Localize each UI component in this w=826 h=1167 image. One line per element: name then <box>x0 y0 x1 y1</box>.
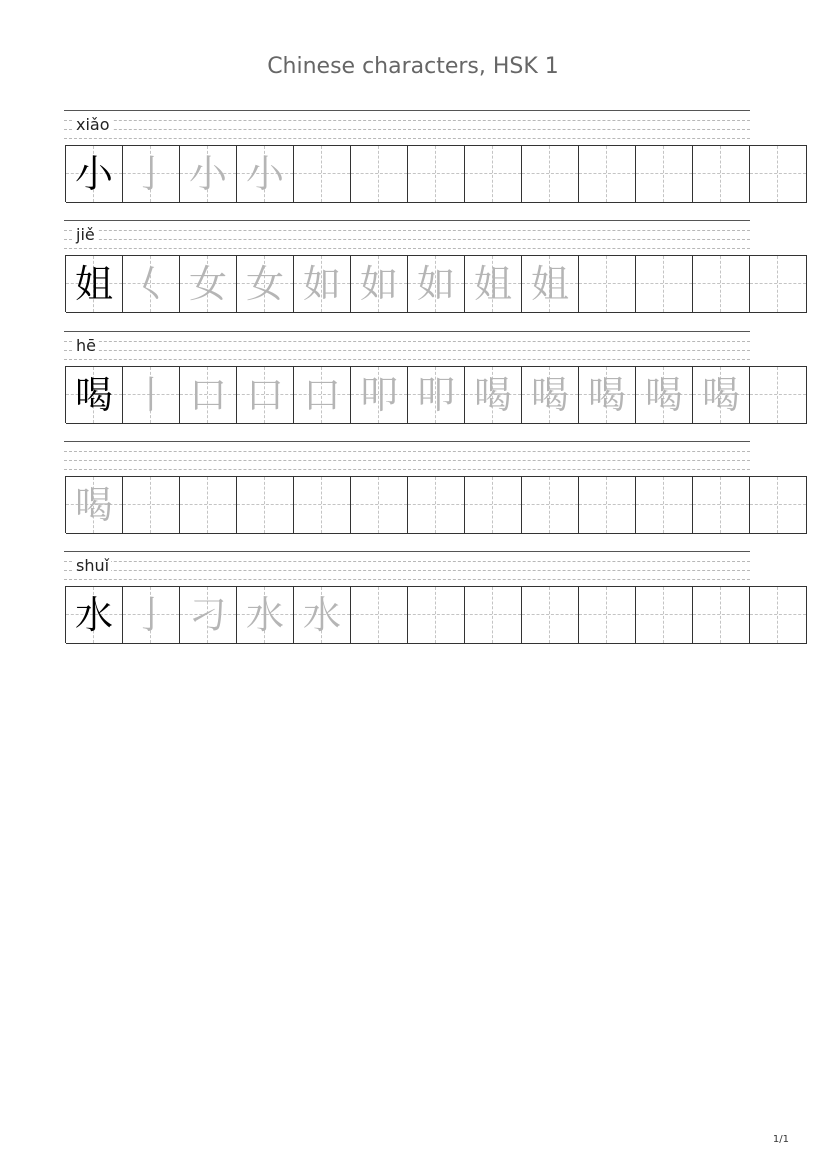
stroke-order-glyph: 亅 <box>131 152 170 196</box>
practice-cell <box>351 255 408 313</box>
character-grid <box>65 586 807 643</box>
practice-cell <box>693 145 750 203</box>
pinyin-guide-line <box>64 561 750 562</box>
practice-cell <box>294 586 351 644</box>
stroke-order-glyph <box>294 477 350 533</box>
stroke-order-glyph <box>636 587 692 643</box>
character-grid <box>65 255 807 312</box>
stroke-order-glyph <box>636 477 692 533</box>
page-number: 1/1 <box>772 1134 789 1145</box>
stroke-order-glyph <box>408 146 464 202</box>
practice-cell <box>636 255 693 313</box>
practice-cell <box>579 255 636 313</box>
stroke-order-glyph: 喝 <box>587 373 626 417</box>
stroke-order-glyph <box>579 256 635 312</box>
practice-cell <box>750 476 807 534</box>
practice-cell <box>522 366 579 424</box>
practice-cell <box>408 476 465 534</box>
model-character: 姐 <box>74 262 113 306</box>
stroke-order-glyph: 喝 <box>530 373 569 417</box>
stroke-order-glyph <box>636 146 692 202</box>
practice-cell <box>294 255 351 313</box>
page-title: Chinese characters, HSK 1 <box>267 54 559 79</box>
stroke-order-glyph: 如 <box>302 262 341 306</box>
practice-cell <box>693 586 750 644</box>
stroke-order-glyph: 𡿨 <box>131 262 170 306</box>
practice-cell <box>294 145 351 203</box>
practice-row <box>64 331 750 456</box>
pinyin-guide-line <box>64 451 750 452</box>
pinyin-guide-line <box>64 350 750 351</box>
stroke-order-glyph <box>465 146 521 202</box>
stroke-order-glyph <box>123 477 179 533</box>
model-character-cell <box>66 255 123 313</box>
stroke-order-glyph <box>351 587 407 643</box>
stroke-order-glyph <box>693 587 749 643</box>
stroke-order-glyph <box>579 477 635 533</box>
stroke-order-glyph: 喝 <box>644 373 683 417</box>
row-divider <box>64 331 750 332</box>
stroke-order-glyph <box>522 146 578 202</box>
stroke-order-glyph <box>351 146 407 202</box>
practice-cell <box>579 145 636 203</box>
stroke-order-glyph: 丨 <box>131 373 170 417</box>
practice-cell <box>180 145 237 203</box>
stroke-order-glyph: 女 <box>245 262 284 306</box>
practice-cell <box>408 145 465 203</box>
stroke-order-glyph <box>294 146 350 202</box>
practice-cell <box>237 586 294 644</box>
pinyin-label: xiǎo <box>76 115 110 134</box>
pinyin-label: hē <box>76 336 96 355</box>
practice-cell <box>636 476 693 534</box>
model-character-cell <box>66 476 123 534</box>
stroke-order-glyph: 亅 <box>131 593 170 637</box>
stroke-order-glyph <box>750 146 806 202</box>
stroke-order-glyph: 小 <box>188 152 227 196</box>
practice-cell <box>237 366 294 424</box>
stroke-order-glyph: 口 <box>188 373 227 417</box>
row-divider <box>64 551 750 552</box>
stroke-order-glyph <box>750 477 806 533</box>
pinyin-label: shuǐ <box>76 556 110 575</box>
practice-cell <box>351 366 408 424</box>
practice-cell <box>408 586 465 644</box>
pinyin-guide-line <box>64 230 750 231</box>
practice-cell <box>579 586 636 644</box>
model-character: 小 <box>74 152 113 196</box>
stroke-order-glyph: 姐 <box>473 262 512 306</box>
pinyin-guide-line <box>64 341 750 342</box>
pinyin-guide-line <box>64 579 750 580</box>
stroke-order-glyph <box>237 477 293 533</box>
character-grid <box>65 476 807 533</box>
pinyin-label: jiě <box>76 225 95 244</box>
stroke-order-glyph <box>351 477 407 533</box>
practice-cell <box>123 145 180 203</box>
practice-cell <box>693 366 750 424</box>
row-divider <box>64 110 750 111</box>
model-character-cell <box>66 366 123 424</box>
character-grid <box>65 366 807 423</box>
pinyin-guide-line <box>64 359 750 360</box>
stroke-order-glyph <box>465 477 521 533</box>
row-divider <box>64 441 750 442</box>
practice-cell <box>522 586 579 644</box>
stroke-order-glyph: 喝 <box>473 373 512 417</box>
model-character-cell <box>66 586 123 644</box>
practice-cell <box>750 586 807 644</box>
pinyin-guide-line <box>64 138 750 139</box>
practice-cell <box>465 586 522 644</box>
pinyin-guide-line <box>64 239 750 240</box>
practice-cell <box>408 255 465 313</box>
stroke-order-glyph <box>693 146 749 202</box>
stroke-order-glyph <box>693 477 749 533</box>
practice-row <box>64 110 750 235</box>
practice-cell <box>750 255 807 313</box>
model-character: 水 <box>74 593 113 637</box>
stroke-order-glyph: 女 <box>188 262 227 306</box>
practice-cell <box>522 145 579 203</box>
practice-cell <box>408 366 465 424</box>
practice-row <box>64 551 750 676</box>
practice-row <box>64 220 750 345</box>
practice-cell <box>237 255 294 313</box>
stroke-order-glyph: 口 <box>245 373 284 417</box>
stroke-order-glyph <box>579 146 635 202</box>
pinyin-guide-line <box>64 129 750 130</box>
stroke-order-glyph: 喝 <box>701 373 740 417</box>
stroke-order-glyph: 刁 <box>188 593 227 637</box>
practice-cell <box>636 586 693 644</box>
pinyin-guide-line <box>64 460 750 461</box>
practice-cell <box>180 255 237 313</box>
model-character: 喝 <box>74 483 113 527</box>
practice-cell <box>351 586 408 644</box>
practice-cell <box>123 255 180 313</box>
pinyin-guide-line <box>64 120 750 121</box>
practice-cell <box>237 476 294 534</box>
practice-cell <box>693 476 750 534</box>
practice-cell <box>522 255 579 313</box>
pinyin-guide-line <box>64 248 750 249</box>
stroke-order-glyph: 叩 <box>359 373 398 417</box>
practice-cell <box>180 476 237 534</box>
stroke-order-glyph: 如 <box>359 262 398 306</box>
stroke-order-glyph: 小 <box>245 152 284 196</box>
practice-cell <box>123 366 180 424</box>
row-divider <box>64 220 750 221</box>
practice-cell <box>465 366 522 424</box>
stroke-order-glyph <box>693 256 749 312</box>
stroke-order-glyph <box>579 587 635 643</box>
practice-cell <box>123 586 180 644</box>
stroke-order-glyph <box>408 587 464 643</box>
practice-cell <box>294 366 351 424</box>
stroke-order-glyph <box>750 587 806 643</box>
character-grid <box>65 145 807 202</box>
practice-cell <box>351 476 408 534</box>
pinyin-guide-line <box>64 469 750 470</box>
practice-cell <box>750 366 807 424</box>
pinyin-guide-line <box>64 570 750 571</box>
stroke-order-glyph <box>636 256 692 312</box>
stroke-order-glyph <box>522 587 578 643</box>
practice-cell <box>237 145 294 203</box>
practice-cell <box>636 145 693 203</box>
model-character: 喝 <box>74 373 113 417</box>
stroke-order-glyph: 水 <box>302 593 341 637</box>
stroke-order-glyph <box>750 256 806 312</box>
practice-cell <box>180 366 237 424</box>
stroke-order-glyph: 姐 <box>530 262 569 306</box>
practice-cell <box>522 476 579 534</box>
model-character-cell <box>66 145 123 203</box>
practice-cell <box>465 476 522 534</box>
stroke-order-glyph <box>522 477 578 533</box>
stroke-order-glyph <box>465 587 521 643</box>
stroke-order-glyph: 口 <box>302 373 341 417</box>
stroke-order-glyph: 叩 <box>416 373 455 417</box>
practice-cell <box>579 366 636 424</box>
practice-cell <box>750 145 807 203</box>
practice-cell <box>351 145 408 203</box>
stroke-order-glyph <box>408 477 464 533</box>
practice-cell <box>636 366 693 424</box>
practice-cell <box>294 476 351 534</box>
stroke-order-glyph: 水 <box>245 593 284 637</box>
stroke-order-glyph <box>750 367 806 423</box>
practice-cell <box>465 255 522 313</box>
practice-cell <box>465 145 522 203</box>
practice-cell <box>180 586 237 644</box>
stroke-order-glyph <box>180 477 236 533</box>
practice-cell <box>123 476 180 534</box>
stroke-order-glyph: 如 <box>416 262 455 306</box>
practice-cell <box>693 255 750 313</box>
practice-cell <box>579 476 636 534</box>
practice-row <box>64 441 750 566</box>
